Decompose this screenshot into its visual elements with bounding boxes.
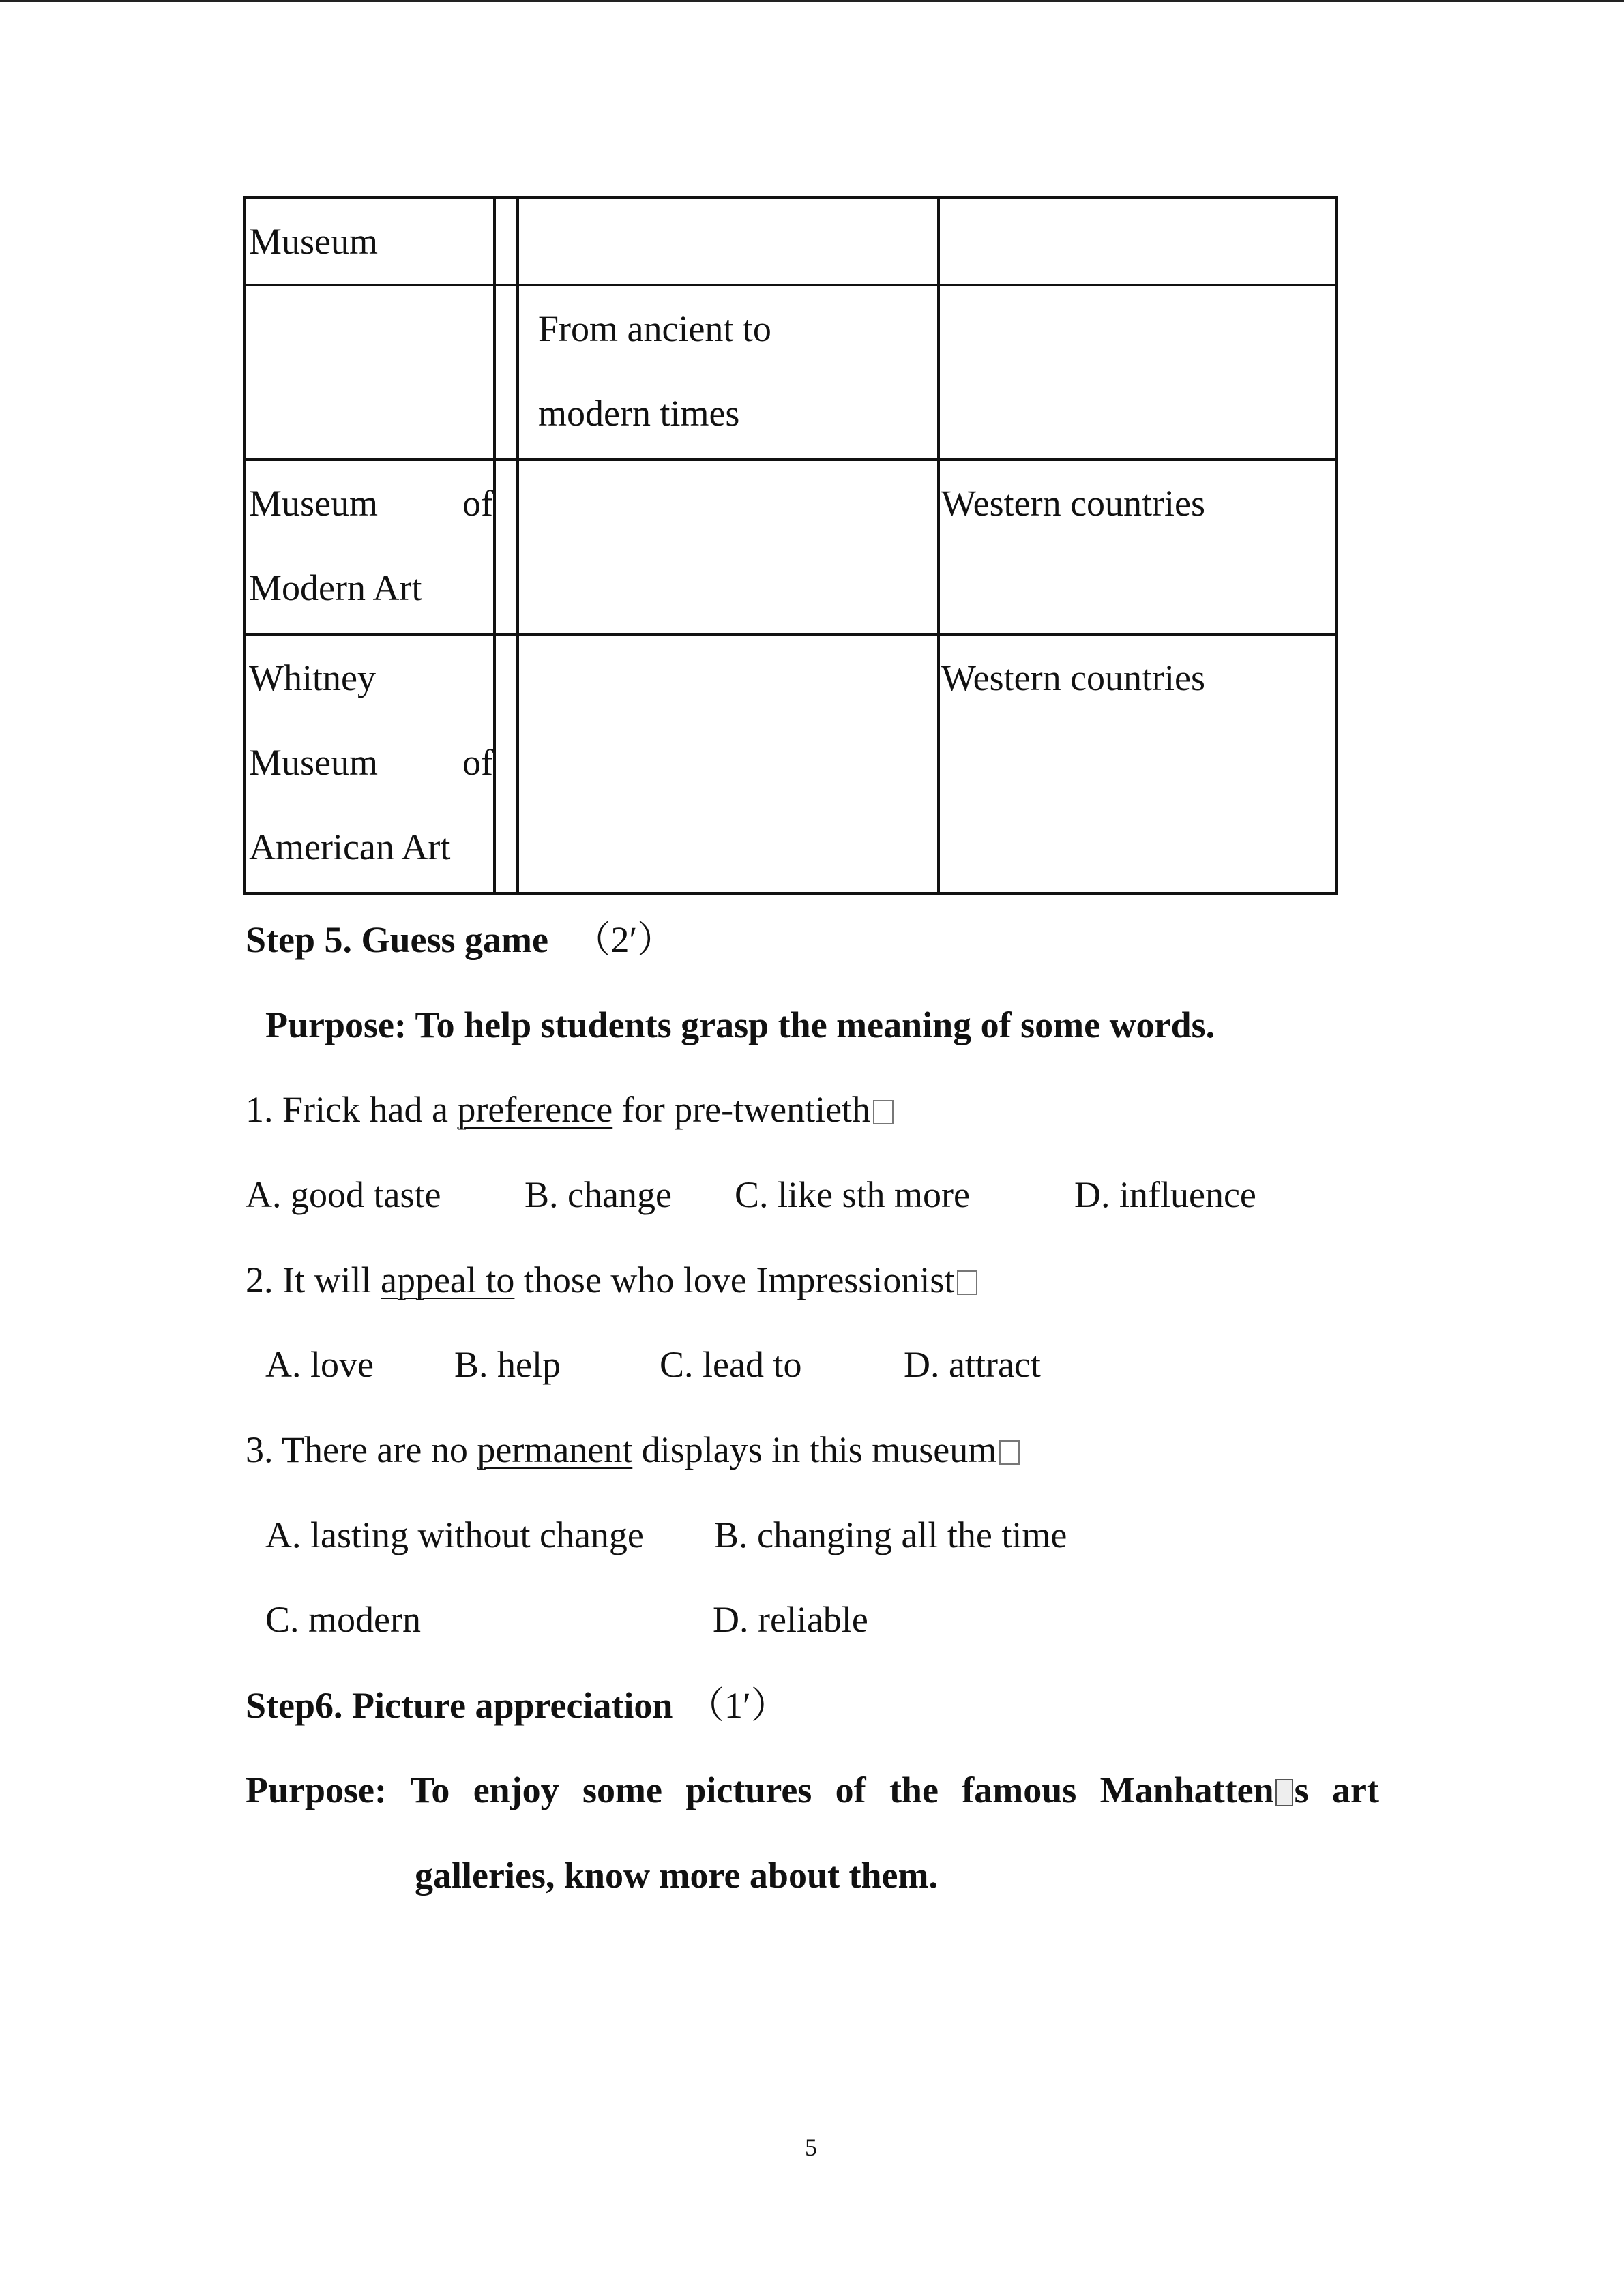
missing-glyph-box	[873, 1100, 894, 1124]
step6-purpose-line1	[246, 1768, 1379, 1812]
step5-time: （2′）	[574, 919, 675, 960]
purpose-word: Manhatten	[1099, 1770, 1274, 1810]
table-cell-name	[245, 198, 494, 285]
purpose-word: enjoy	[473, 1770, 559, 1810]
table-cell-name	[245, 460, 494, 634]
missing-glyph-box	[957, 1270, 977, 1295]
purpose-word: some	[582, 1770, 662, 1810]
cell-text: From ancient to	[538, 308, 771, 349]
q2-option-b: B. help	[454, 1344, 561, 1385]
purpose-word: To	[410, 1770, 450, 1810]
cell-text: American Art	[249, 826, 451, 867]
missing-glyph-box	[1275, 1779, 1293, 1806]
table-cell-origin	[939, 634, 1337, 893]
step6-purpose-line2: galleries, know more about them.	[415, 1855, 938, 1896]
q2-suffix: those who love Impressionist	[514, 1259, 955, 1300]
table-cell-period	[518, 460, 939, 634]
table-cell-spacer	[494, 460, 518, 634]
page-number: 5	[805, 2134, 817, 2161]
purpose-word: Purpose:	[246, 1770, 387, 1810]
table-cell-period	[518, 285, 939, 460]
table-cell-period	[518, 634, 939, 893]
question-1	[246, 1088, 894, 1131]
q2-keyword: appeal to	[381, 1259, 515, 1300]
q2-prefix: 2. It will	[246, 1259, 381, 1300]
table-row	[245, 285, 1337, 460]
table-row	[245, 634, 1337, 893]
q1-prefix: 1. Frick had a	[246, 1089, 458, 1130]
purpose-word: s	[1294, 1770, 1309, 1810]
table-row	[245, 460, 1337, 634]
q3-option-b: B. changing all the time	[714, 1515, 1067, 1555]
q3-prefix: 3. There are no	[246, 1429, 477, 1470]
purpose-word: art	[1331, 1770, 1379, 1810]
missing-glyph-box	[999, 1440, 1020, 1465]
q1-option-b: B. change	[525, 1174, 672, 1215]
cell-word: Museum	[249, 483, 378, 524]
q3-keyword: permanent	[477, 1429, 633, 1470]
q3-suffix: displays in this museum	[632, 1429, 997, 1470]
step6-time: （1′）	[687, 1685, 788, 1726]
q1-option-c: C. like sth more	[735, 1174, 970, 1215]
cell-text-justified	[246, 461, 493, 546]
cell-word: Museum	[249, 742, 378, 783]
table-cell-period	[518, 198, 939, 285]
purpose-word: pictures	[685, 1770, 812, 1810]
top-border-line	[0, 0, 1624, 2]
cell-text: Museum	[249, 221, 378, 262]
step5-title	[246, 918, 674, 961]
table-cell-origin	[939, 285, 1337, 460]
table-cell-spacer	[494, 285, 518, 460]
cell-text: Modern Art	[249, 567, 422, 608]
cell-word: of	[462, 742, 493, 783]
step5-purpose: Purpose: To help students grasp the meaning of some words.	[265, 1004, 1215, 1045]
q2-option-d: D. attract	[904, 1344, 1041, 1385]
table-row	[245, 198, 1337, 285]
q3-option-d: D. reliable	[713, 1599, 868, 1640]
table-cell-spacer	[494, 634, 518, 893]
q3-option-c: C. modern	[265, 1599, 421, 1640]
table-cell-name	[245, 285, 494, 460]
cell-text: Whitney	[249, 657, 376, 698]
q1-option-a: A. good taste	[246, 1174, 441, 1215]
cell-text: Western countries	[941, 483, 1206, 524]
q2-option-c: C. lead to	[660, 1344, 802, 1385]
q2-option-a: A. love	[265, 1344, 374, 1385]
q3-option-a: A. lasting without change	[265, 1515, 644, 1555]
purpose-word: the	[889, 1770, 939, 1810]
step6-title-text: Step6. Picture appreciation	[246, 1685, 673, 1726]
step5-title-text: Step 5. Guess game	[246, 919, 548, 960]
table-cell-origin	[939, 198, 1337, 285]
purpose-word-manhattens	[1100, 1768, 1309, 1812]
purpose-word: of	[835, 1770, 866, 1810]
step6-title	[246, 1684, 788, 1727]
table-cell-spacer	[494, 198, 518, 285]
cell-text: Western countries	[941, 657, 1206, 698]
question-3	[246, 1428, 1020, 1472]
table-cell-name	[245, 634, 494, 893]
q1-suffix: for pre-twentieth	[612, 1089, 871, 1130]
table-cell-origin	[939, 460, 1337, 634]
cell-text: modern times	[538, 393, 740, 434]
cell-text-justified	[246, 720, 493, 805]
museum-table	[243, 196, 1338, 895]
question-2	[246, 1258, 977, 1302]
q1-keyword: preference	[457, 1089, 613, 1130]
cell-word: of	[462, 483, 493, 524]
purpose-word: famous	[962, 1770, 1077, 1810]
q1-option-d: D. influence	[1074, 1174, 1256, 1215]
